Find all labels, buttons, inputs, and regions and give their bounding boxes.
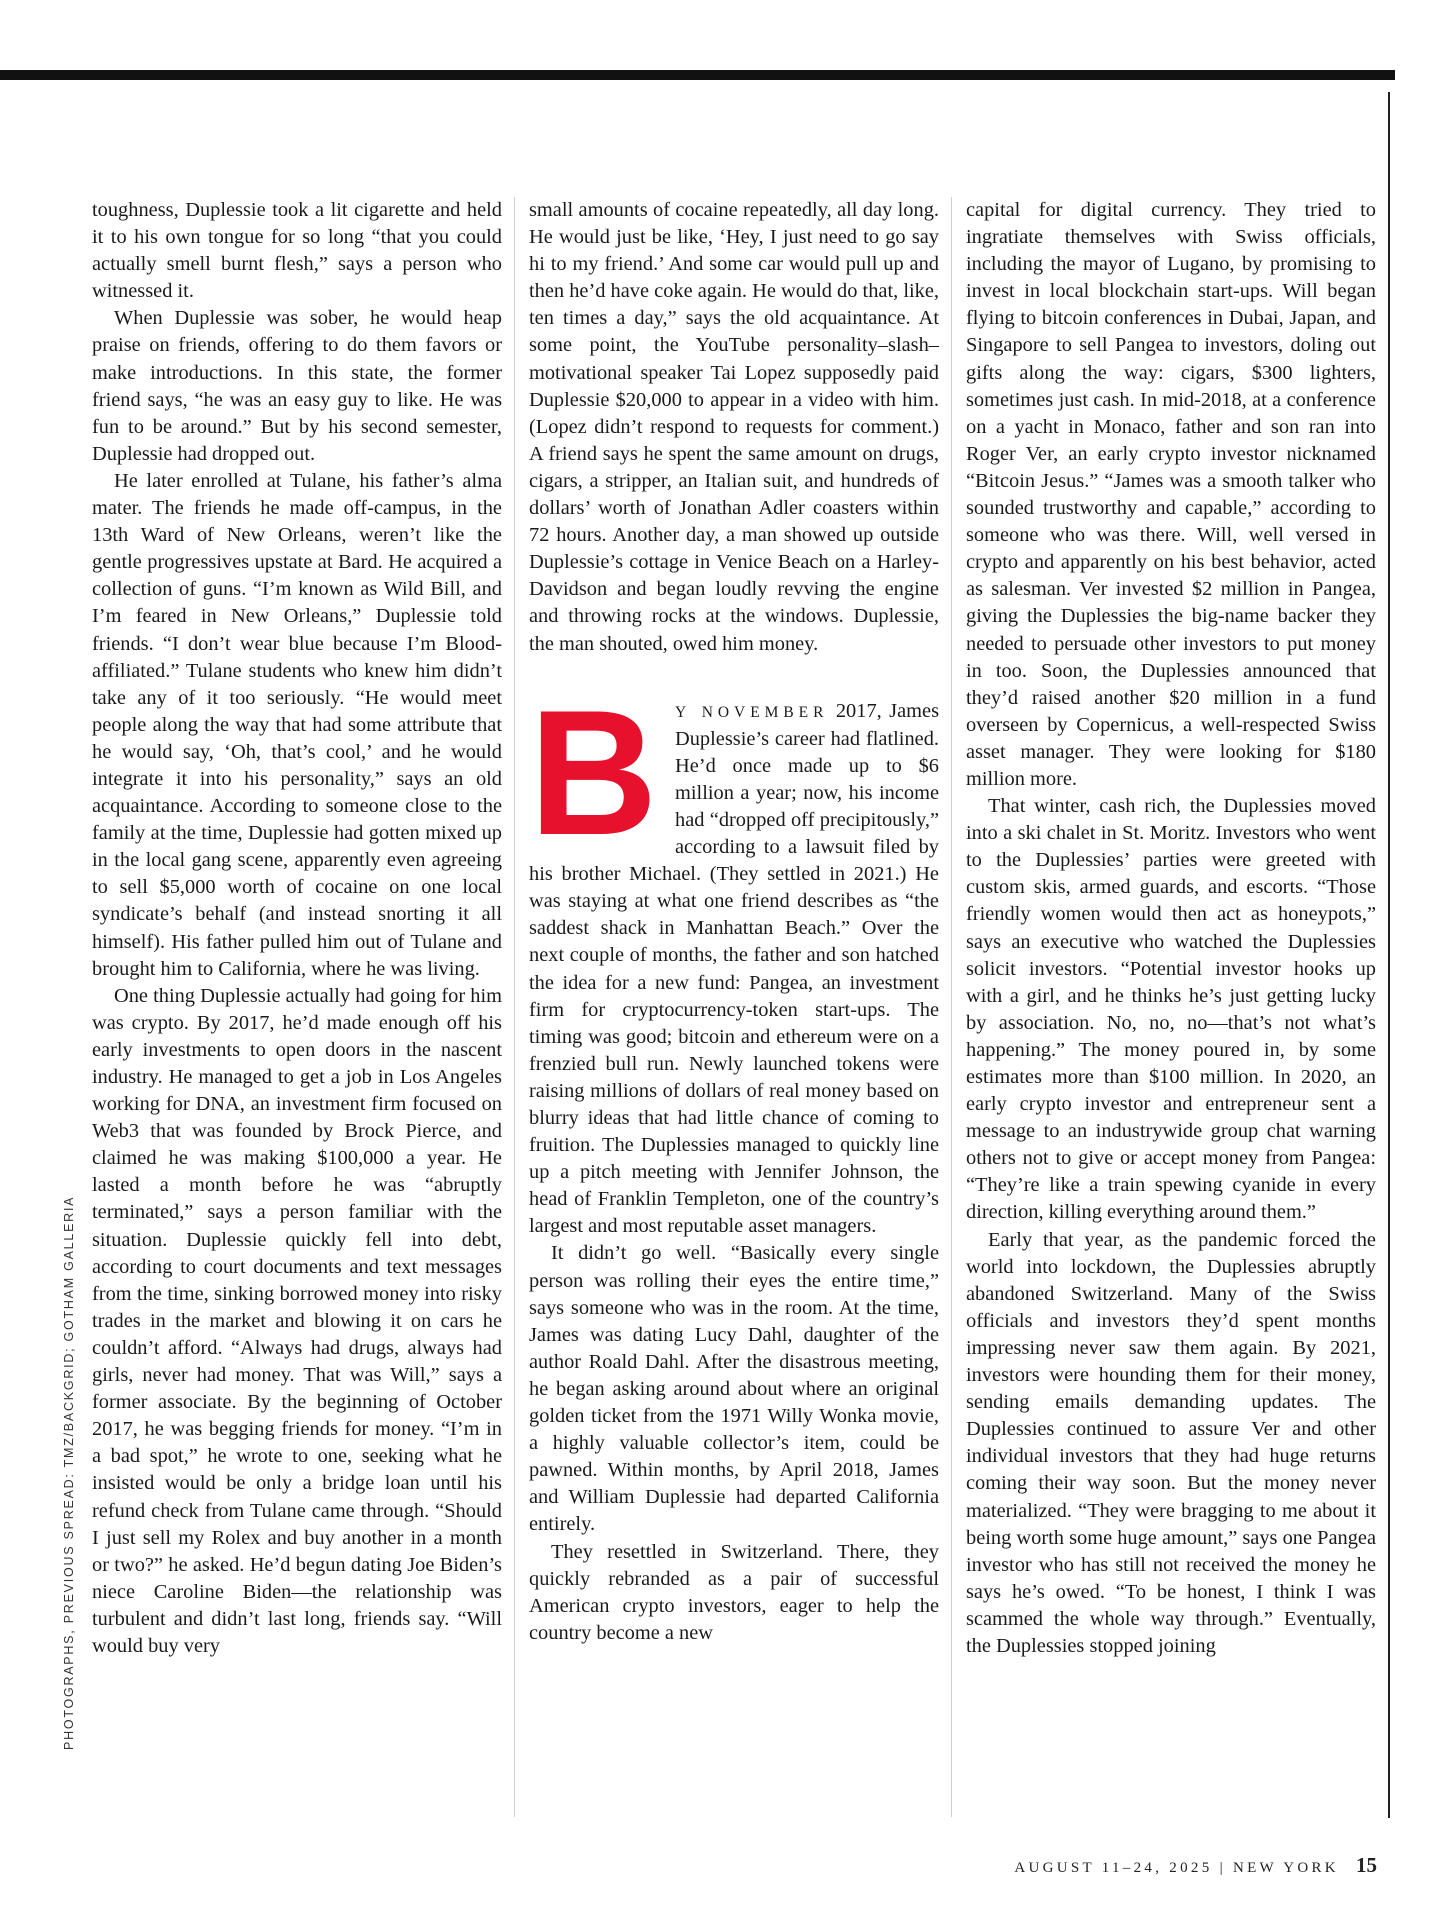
column-divider [514, 197, 515, 1817]
section-opener [529, 672, 940, 1241]
paragraph: capital for digital currency. They tried to ingratiate themselves with Swiss officials, including the mayor of Lugano, by promising to invest in local blockchain start-ups. Will began flying to bitcoin conferences in Dubai, Japan, and Singapore to sell Pangea to investors, doling out gifts along the way: cigars, $300 lighters, sometimes just cash. In mid-2018, at a conference on a yacht in Monaco, father and son ran into Roger Ver, an early crypto investor nicknamed “Bitcoin Jesus.” “James was a smooth talker who sounded trustworthy and capable,” according to someone who was there. Will, well versed in crypto and apparently on his best behavior, acted as salesman. Ver invested $2 million in Pangea, giving the Duplessies the big-name backer they needed to persuade other investors to put money in too. Soon, the Duplessies announced that they’d raised another $20 million in a fund overseen by Copernicus, a well-respected Swiss asset manager. They were looking for $180 million more. [966, 199, 1376, 790]
paragraph: One thing Duplessie actually had going for him was crypto. By 2017, he’d made enough off his early investments to open doors in the nascent industry. He managed to get a job in Los Angeles working for DNA, an investment firm focused on Web3 that was founded by Brock Pierce, and claimed he was making $100,000 a year. He lasted a month before he was “abruptly terminated,” says a person familiar with the situation. Duplessie quickly fell into debt, according to court documents and text messages from the time, sinking borrowed money into risky trades in the market and blowing it on cars he couldn’t afford. “Always had drugs, always had girls, never had money. That was Will,” says a former associate. By the beginning of October 2017, he was begging friends for money. “I’m in a bad spot,” he wrote to one, seeking what he insisted would be only a bridge loan until his refund check from Tulane came through. “Should I just sell my Rolex and buy another in a month or two?” he asked. He’d begun dating Joe Biden’s niece Caroline Biden—the relationship was turbulent and didn’t last long, friends say. “Will would buy very [92, 984, 502, 1657]
article-column-1 [92, 197, 502, 1660]
page-number: 15 [1356, 1853, 1377, 1877]
issue-date: AUGUST 11–24, 2025 [1014, 1860, 1213, 1876]
photo-credit: PHOTOGRAPHS, PREVIOUS SPREAD: TMZ/BACKGRID; GOTHAM GALLERIA [62, 1195, 76, 1750]
paragraph-text: 2017, James Duplessie’s career had flatlined. He’d once made up to $6 million a year; now, his income had “dropped off precipitously,” according to a lawsuit filed by his brother Michael. (They settled in 2021.) He was staying at what one friend describes as “the saddest shack in Manhattan Beach.” Over the next couple of months, the father and son hatched the idea for a new fund: Pangea, an investment firm for cryptocurrency-token start-ups. The timing was good; bitcoin and ethereum were on a frenzied bull run. Newly launched tokens were raising millions of dollars of real money based on blurry ideas that had little chance of coming to fruition. The Duplessies managed to quickly line up a pitch meeting with Jennifer Johnson, the head of Franklin Templeton, one of the country’s largest and most reputable asset managers. [529, 699, 940, 1238]
paragraph: They resettled in Switzerland. There, they quickly rebranded as a pair of successful American crypto investors, eager to help the country become a new [529, 1540, 939, 1644]
paragraph: He later enrolled at Tulane, his father’s alma mater. The friends he made off-campus, in the 13th Ward of New Orleans, weren’t like the gentle progressives upstate at Bard. He acquired a collection of guns. “I’m known as Wild Bill, and I’m feared in New Orleans,” Duplessie told friends. “I don’t wear blue because I’m Blood-affiliated.” Tulane students who knew him didn’t take any of it too seriously. “He would meet people along the way that had some attribute that he would say, ‘Oh, that’s cool,’ and he would integrate it into his personality,” says an old acquaintance. According to someone close to the family at the time, Duplessie had gotten mixed up in the local gang scene, apparently even agreeing to sell $5,000 worth of cocaine on one local syndicate’s behalf (and instead snorting it all himself). His father pulled him out of Tulane and brought him to California, where he was living. [92, 469, 502, 980]
column-divider [951, 197, 952, 1817]
top-rule [0, 70, 1395, 80]
article-column-2 [529, 197, 939, 1647]
paragraph: It didn’t go well. “Basically every single person was rolling their eyes the entire time,” says someone who was in the room. At the time, James was dating Lucy Dahl, daughter of the author Roald Dahl. After the disastrous meeting, he began asking around about where an original golden ticket from the 1971 Willy Wonka movie, a highly valuable collector’s item, could be pawned. Within months, by April 2018, James and William Duplessie had departed California entirely. [529, 1242, 939, 1536]
footer-separator: | [1219, 1860, 1226, 1876]
right-margin-rule [1388, 92, 1390, 1818]
paragraph [529, 672, 940, 1241]
publication-name: NEW YORK [1232, 1860, 1339, 1876]
paragraph: That winter, cash rich, the Duplessies moved into a ski chalet in St. Moritz. Investors who went to the Duplessies’ parties were greeted with custom skis, armed guards, and escorts. “Those friendly women would then act as honeypots,” says an executive who watched the Duplessies solicit investors. “Potential investor hooks up with a girl, and he thinks he’s just getting lucky by association. No, no, no—that’s not what’s happening.” The money poured in, by some estimates more than $100 million. In 2020, an early crypto investor and entrepreneur sent a message to an industrywide group chat warning others not to give or accept money from Pangea: “They’re like a train spewing cyanide in every direction, killing everything around them.” [966, 795, 1376, 1224]
page-footer [1014, 1853, 1377, 1878]
paragraph: When Duplessie was sober, he would heap praise on friends, offering to do them favors or make introductions. In this state, the former friend says, “he was an easy guy to like. He was fun to be around.” But by his second semester, Duplessie had dropped out. [92, 307, 502, 465]
paragraph: Early that year, as the pandemic forced the world into lockdown, the Duplessies abruptly abandoned Switzerland. Many of the Swiss officials and investors they’d spent months impressing never saw them again. By 2021, investors were hounding them for their money, sending emails demanding updates. The Duplessies continued to assure Ver and other individual investors that they had huge returns coming their way soon. But the money never materialized. “They were bragging to me about it being worth some huge amount,” says one Pangea investor who has still not received the money he says he’s owed. “To be honest, I think I was scammed the whole way through.” Eventually, the Duplessies stopped joining [966, 1228, 1376, 1657]
paragraph: toughness, Duplessie took a lit cigarette and held it to his own tongue for so long “that you could actually smell burnt flesh,” says a person who witnessed it. [92, 199, 502, 303]
paragraph: small amounts of cocaine repeatedly, all day long. He would just be like, ‘Hey, I just need to go say hi to my friend.’ And some car would pull up and then he’d have coke again. He would do that, like, ten times a day,” says the old acquaintance. At some point, the YouTube personality–slash–motivational speaker Tai Lopez supposedly paid Duplessie $20,000 to appear in a video with him. (Lopez didn’t respond to requests for comment.) A friend says he spent the same amount on drugs, cigars, a stripper, an Italian suit, and hundreds of dollars’ worth of Jonathan Adler coasters within 72 hours. Another day, a man showed up outside Duplessie’s cottage in Venice Beach on a Harley-Davidson and began loudly revving the engine and throwing rocks at the windows. Duplessie, the man shouted, owed him money. [529, 199, 939, 655]
lead-in: Y NOVEMBER [675, 703, 829, 721]
article-column-3 [966, 197, 1376, 1660]
drop-cap: B [529, 672, 658, 872]
